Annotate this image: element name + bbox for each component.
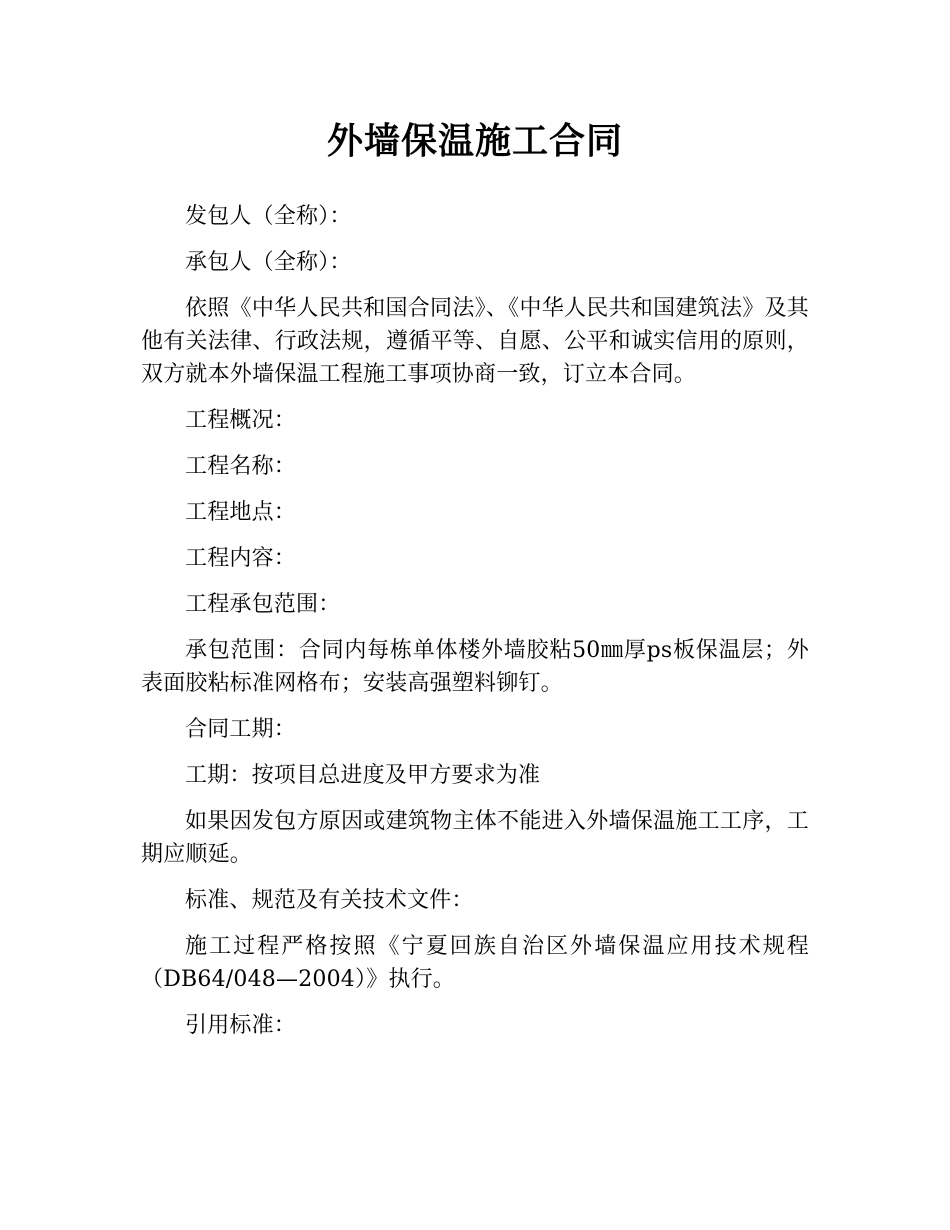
contract-scope-paragraph: 承包范围：合同内每栋单体楼外墙胶粘50㎜厚ps板保温层；外表面胶粘标准网格布；安装高强塑料铆钉。: [141, 638, 809, 696]
project-location-line: 工程地点：: [185, 500, 297, 525]
contract-scope-heading: 工程承包范围：: [185, 592, 341, 617]
party-a-line: 发包人（全称）：: [185, 204, 352, 229]
party-b-line: 承包人（全称）：: [185, 250, 352, 275]
document-title: 外墙保温施工合同: [326, 121, 623, 162]
contract-period-heading: 合同工期：: [185, 717, 297, 742]
project-content-line: 工程内容：: [185, 546, 297, 571]
legal-basis-paragraph: 依照《中华人民共和国合同法》、《中华人民共和国建筑法》及其他有关法律、行政法规，遵循平等、自愿、公平和诚实信用的原则，双方就本外墙保温工程施工事项协商一致，订立本合同。: [141, 296, 809, 387]
standards-heading: 标准、规范及有关技术文件：: [185, 888, 474, 913]
referenced-standards-heading: 引用标准：: [185, 1013, 297, 1038]
period-extension-paragraph: 如果因发包方原因或建筑物主体不能进入外墙保温施工工序，工期应顺延。: [141, 809, 809, 867]
document-body: [141, 200, 809, 1055]
contract-period-line: 工期：按项目总进度及甲方要求为准: [185, 763, 541, 788]
project-name-line: 工程名称：: [185, 454, 297, 479]
standards-paragraph: 施工过程严格按照《宁夏回族自治区外墙保温应用技术规程（DB64/048—2004）》执行。: [141, 934, 809, 992]
project-overview-heading: 工程概况：: [185, 408, 297, 433]
